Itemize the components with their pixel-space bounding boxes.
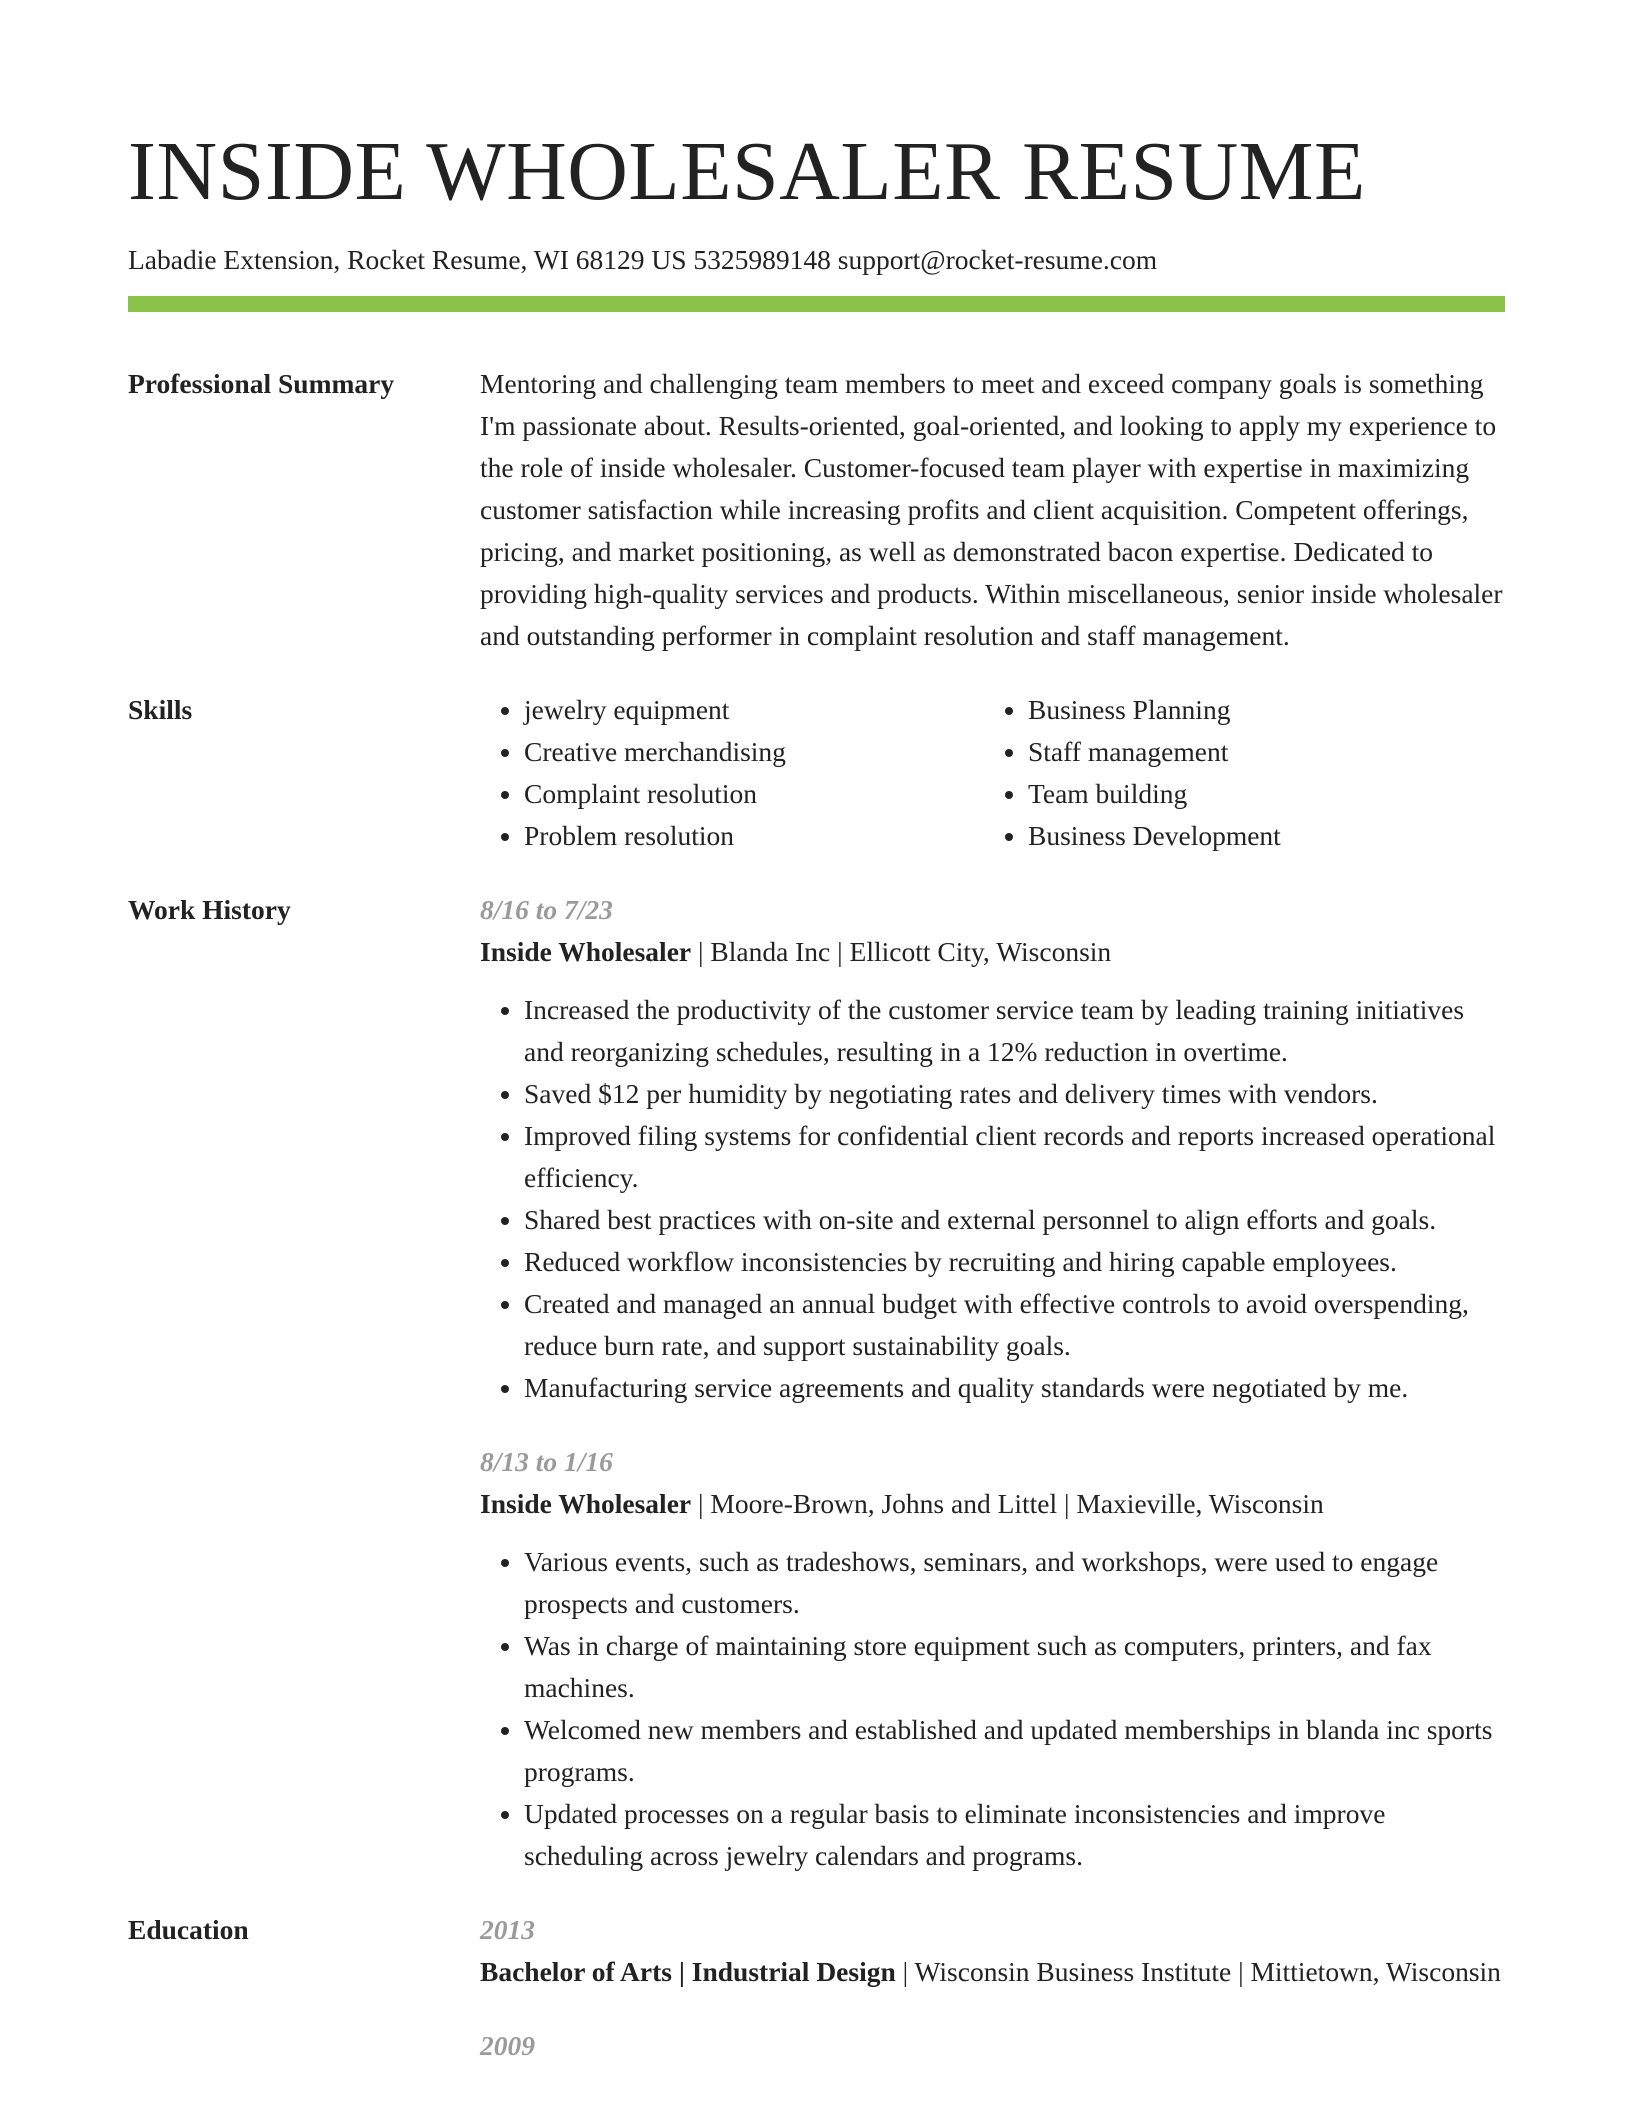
summary-text: Mentoring and challenging team members to meet and exceed company goals is something I'm passionate about. Results-oriented, goal-oriented, and looking to apply my experience to the role of inside wholesaler. Customer-focused team player with expertise in maximizing customer satisfaction while increasing profits and client acquisition. Competent offerings, pricing, and market positioning, as well as demonstrated bacon expertise. Dedicated to providing high-quality services and products. Within miscellaneous, senior inside wholesaler and outstanding performer in complaint resolution and staff management. [480,368,1503,651]
summary-body [480,363,1505,657]
education-year: 2013 [480,1914,535,1945]
job-bullet-list [480,1541,1505,1877]
skills-list-left [480,689,984,857]
job-dates: 8/16 to 7/23 [480,894,613,925]
skill-item: • Business Planning [1028,689,1488,731]
job-bullet: • Various events, such as tradeshows, seminars, and workshops, were used to engage prospects and customers. [524,1541,1505,1625]
job-entry [480,889,1505,1409]
job-details: | Moore-Brown, Johns and Littel | Maxieville, Wisconsin [691,1488,1324,1519]
job-heading [480,1483,1505,1525]
summary-section [128,363,1505,657]
job-bullet: • Increased the productivity of the customer service team by leading training initiatives and reorganizing schedules, resulting in a 12% reduction in overtime. [524,989,1505,1073]
job-title: Inside Wholesaler [480,936,692,967]
job-bullet-list [480,989,1505,1409]
resume-title: INSIDE WHOLESALER RESUME [128,125,1366,218]
skill-item: • Creative merchandising [524,731,984,773]
skills-list-right [984,689,1488,857]
job-bullet: • Welcomed new members and established and updated memberships in blanda inc sports programs. [524,1709,1505,1793]
contact-line: Labadie Extension, Rocket Resume, WI 68129 US 5325989148 support@rocket-resume.com [128,244,1158,275]
education-entry [480,2025,1505,2067]
section-label-summary: Professional Summary [128,368,395,399]
skill-item: • Team building [1028,773,1488,815]
job-bullet: • Reduced workflow inconsistencies by recruiting and hiring capable employees. [524,1241,1505,1283]
skill-item: • Business Development [1028,815,1488,857]
section-label-education: Education [128,1914,249,1945]
job-bullet: • Created and managed an annual budget with effective controls to avoid overspending, reduce burn rate, and support sustainability goals. [524,1283,1505,1367]
skills-column-left [480,689,984,857]
skill-item: • Complaint resolution [524,773,984,815]
education-degree: Bachelor of Arts | Industrial Design [480,1956,896,1987]
job-bullet: • Was in charge of maintaining store equipment such as computers, printers, and fax machines. [524,1625,1505,1709]
job-bullet: • Saved $12 per humidity by negotiating rates and delivery times with vendors. [524,1073,1505,1115]
section-label-skills: Skills [128,694,193,725]
work-history-body [480,889,1505,1877]
skills-section [128,689,1505,857]
education-body [480,1909,1505,2067]
education-heading [480,1951,1505,1993]
job-bullet: • Improved filing systems for confidential client records and reports increased operational efficiency. [524,1115,1505,1199]
job-bullet: • Updated processes on a regular basis to eliminate inconsistencies and improve scheduling across jewelry calendars and programs. [524,1793,1505,1877]
education-year: 2009 [480,2030,535,2061]
job-bullet: • Shared best practices with on-site and external personnel to align efforts and goals. [524,1199,1505,1241]
resume-page [128,0,1505,2067]
work-history-section [128,889,1505,1877]
job-entry [480,1441,1505,1877]
skills-grid [480,689,1505,857]
skill-item: • Problem resolution [524,815,984,857]
job-details: | Blanda Inc | Ellicott City, Wisconsin [691,936,1112,967]
section-label-work-history: Work History [128,894,291,925]
education-entry [480,1909,1505,1993]
job-bullet: • Manufacturing service agreements and quality standards were negotiated by me. [524,1367,1505,1409]
education-details: | Wisconsin Business Institute | Mittietown, Wisconsin [895,1956,1501,1987]
accent-divider [128,296,1505,312]
job-dates: 8/13 to 1/16 [480,1446,613,1477]
job-title: Inside Wholesaler [480,1488,692,1519]
education-section [128,1909,1505,2067]
job-heading [480,931,1505,973]
skill-item: • jewelry equipment [524,689,984,731]
skills-column-right [984,689,1488,857]
skill-item: • Staff management [1028,731,1488,773]
